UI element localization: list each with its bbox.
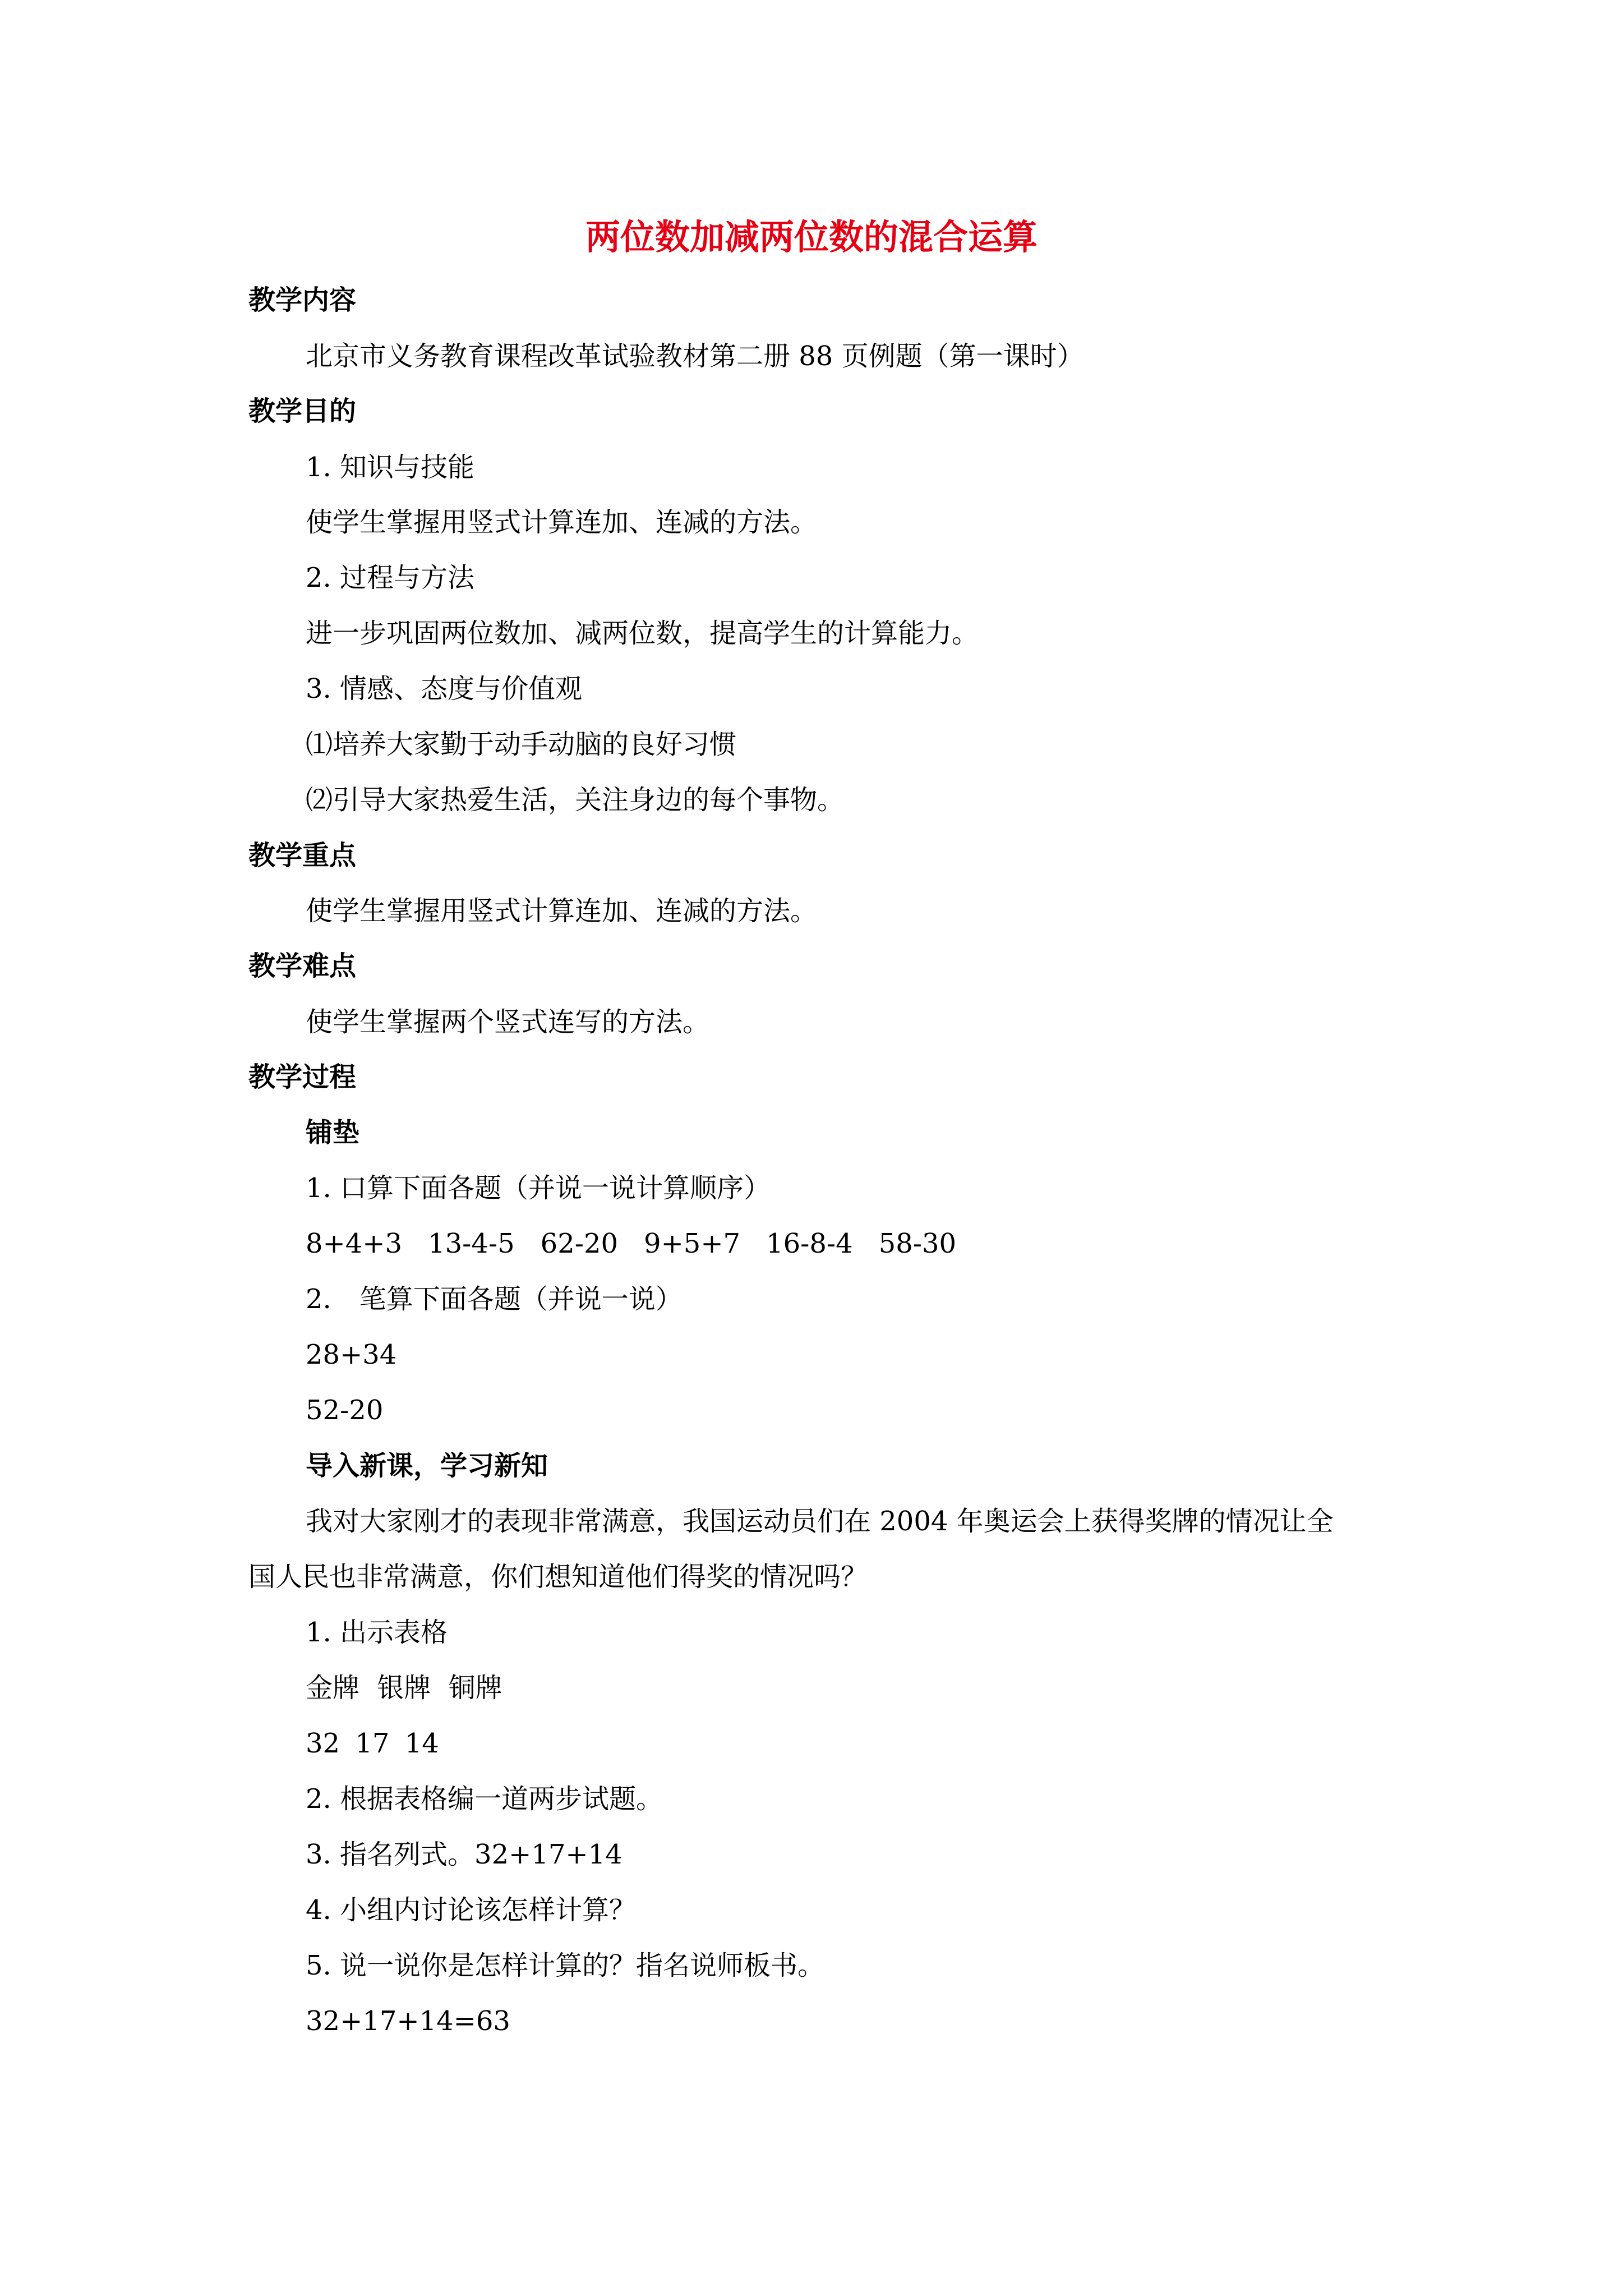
goal3-title: 3. 情感、态度与价值观: [306, 673, 583, 705]
problem-item: 8+4+3: [306, 1228, 403, 1259]
problem-item: 16-8-4: [766, 1228, 853, 1259]
prep1-problems: [306, 1227, 982, 1260]
medal-header: 银牌: [377, 1672, 431, 1704]
problem-item: 62-20: [540, 1228, 619, 1259]
prep-heading: 铺垫: [306, 1117, 360, 1148]
goal3-item1: ⑴培养大家勤于动手动脑的良好习惯: [306, 729, 737, 760]
goal1-title: 1. 知识与技能: [306, 452, 475, 483]
prep2-title: 笔算下面各题（并说一说）: [359, 1283, 683, 1315]
step4: 4. 小组内讨论该怎样计算？: [306, 1894, 637, 1926]
medal-header: 铜牌: [448, 1672, 502, 1704]
medal-headers-row: [306, 1671, 502, 1705]
document-title: 两位数加减两位数的混合运算: [585, 217, 1038, 257]
step2: 2. 根据表格编一道两步试题。: [306, 1783, 663, 1815]
goal2-title: 2. 过程与方法: [306, 562, 475, 593]
problem-item: 9+5+7: [644, 1228, 741, 1259]
goal1-text: 使学生掌握用竖式计算连加、连减的方法。: [306, 507, 818, 538]
goal2-text: 进一步巩固两位数加、减两位数，提高学生的计算能力。: [306, 618, 979, 649]
problem-item: 13-4-5: [428, 1228, 515, 1259]
medal-header: 金牌: [306, 1672, 360, 1704]
section-heading-key: 教学重点: [248, 840, 357, 871]
step1: 1. 出示表格: [306, 1617, 448, 1648]
intro-heading: 导入新课，学习新知: [306, 1450, 548, 1481]
step3: 3. 指名列式。32+17+14: [306, 1839, 623, 1870]
section-heading-content: 教学内容: [248, 284, 357, 316]
section-heading-goals: 教学目的: [248, 395, 357, 427]
key-text: 使学生掌握用竖式计算连加、连减的方法。: [306, 895, 818, 927]
intro-paragraph-line1: 我对大家刚才的表现非常满意，我国运动员们在 2004 年奥运会上获得奖牌的情况让全: [306, 1506, 1334, 1537]
content-text: 北京市义务教育课程改革试验教材第二册 88 页例题（第一课时）: [306, 341, 1084, 372]
section-heading-difficulty: 教学难点: [248, 950, 357, 982]
prep2-problem2: 52-20: [306, 1395, 384, 1426]
goal3-item2: ⑵引导大家热爱生活，关注身边的每个事物。: [306, 784, 845, 816]
prep2-problem1: 28+34: [306, 1339, 397, 1370]
medal-count: 17: [355, 1728, 390, 1759]
intro-paragraph-line2: 国人民也非常满意，你们想知道他们得奖的情况吗？: [248, 1561, 868, 1593]
prep2-title-line: [306, 1282, 683, 1316]
section-heading-process: 教学过程: [248, 1061, 357, 1093]
medal-count: 14: [404, 1728, 439, 1759]
problem-item: 58-30: [878, 1228, 957, 1259]
board-result: 32+17+14=63: [306, 2005, 510, 2037]
medal-counts-row: [306, 1727, 439, 1760]
prep1-title: 1. 口算下面各题（并说一说计算顺序）: [306, 1172, 771, 1204]
difficulty-text: 使学生掌握两个竖式连写的方法。: [306, 1006, 710, 1038]
prep2-number: 2.: [306, 1283, 331, 1315]
medal-count: 32: [306, 1728, 340, 1759]
step5: 5. 说一说你是怎样计算的？指名说师板书。: [306, 1950, 825, 1981]
